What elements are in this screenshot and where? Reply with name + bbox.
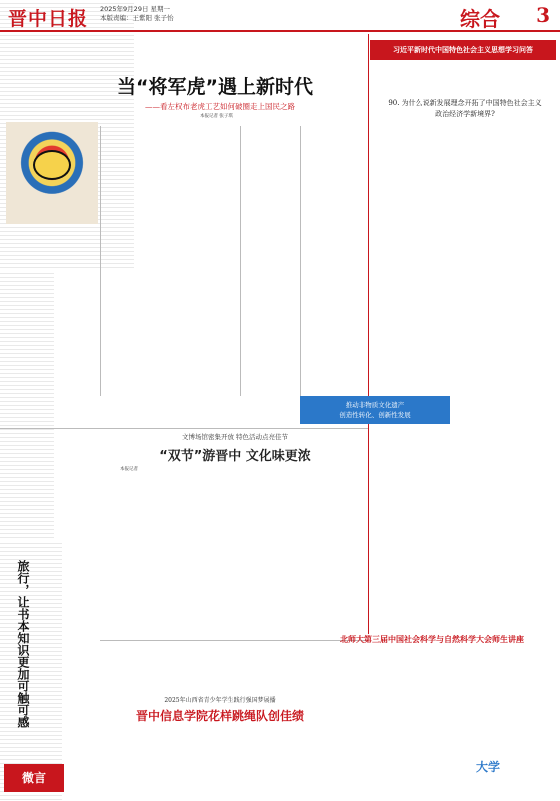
tour-subtitle: 文博场馆密集开放 特色活动点亮佳节: [181, 433, 289, 441]
tiger-face-shape: [33, 150, 71, 180]
university-tag: 大学: [476, 760, 501, 774]
issue-date: 2025年9月29日 星期一: [100, 5, 171, 13]
study-qa-banner: 习近平新时代中国特色社会主义思想学习问答: [370, 40, 556, 60]
article-text-block: [0, 270, 54, 540]
section-title: 综合: [460, 7, 500, 31]
hero-subtitle: 2025年山西省青少年学生践行强国梦展播: [164, 697, 276, 704]
page-number: 3: [536, 3, 550, 27]
feature-line-2: 创造性转化、创新性发展: [339, 411, 411, 419]
feature-line-1: 推动非物质文化遗产: [345, 401, 405, 409]
masthead: [0, 0, 560, 32]
section-divider: [368, 34, 369, 634]
science-headline: 北师大第三届中国社会科学与自然科学大会师生讲座: [340, 635, 524, 644]
hero-headline: 晋中信息学院花样跳绳队创佳绩: [135, 709, 304, 723]
weiyan-tag: 微言: [4, 764, 64, 792]
travel-headline: 旅行，让书本知识更加可触可感: [16, 560, 30, 728]
column-rule: [100, 126, 101, 396]
tour-headline: “双节”游晋中 文化味更浓: [159, 449, 311, 464]
section-divider: [0, 428, 368, 429]
issue-meta: [100, 5, 174, 23]
column-rule: [240, 126, 241, 396]
tour-author: 本报记者: [120, 467, 138, 472]
main-author: 本报记者 张子琪: [200, 114, 233, 119]
column-rule: [300, 126, 301, 396]
main-headline: 当“将军虎”遇上新时代: [117, 76, 313, 98]
main-subtitle: ——看左权布老虎工艺如何破圈走上国民之路: [145, 102, 295, 111]
qa-question: 90. 为什么说新发展理念开拓了中国特色社会主义政治经济学新境界?: [388, 99, 542, 118]
tiger-photo: [6, 122, 98, 224]
feature-banner: [300, 396, 450, 424]
editor-line: 本版责编：王紫阳 张子怡: [100, 14, 174, 22]
newspaper-logo: 晋中日报: [8, 8, 89, 30]
section-divider: [100, 640, 368, 641]
